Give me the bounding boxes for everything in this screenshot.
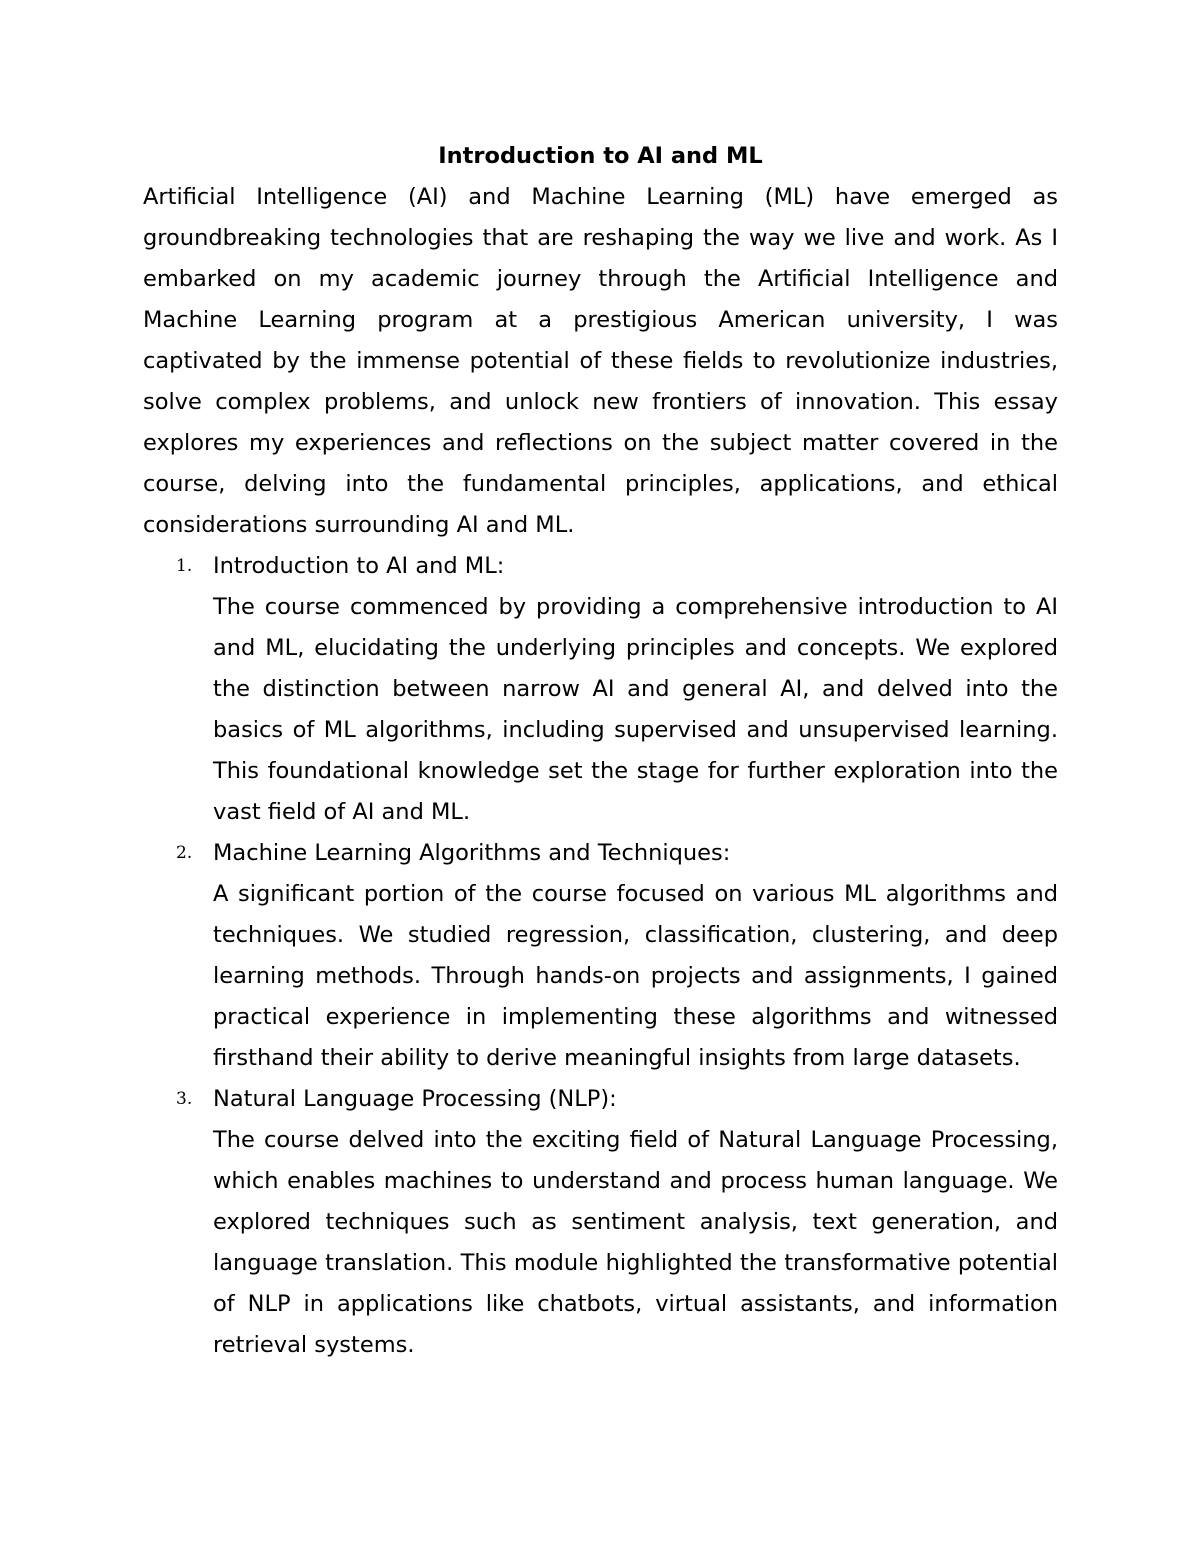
section-body: The course commenced by providing a comprehensive introduction to AI and ML, elucidating the underlying principles and concepts. We explored the distinction between narrow AI and general AI, and delved into the basics of ML algorithms, including supervised and unsupervised learning. This foundational knowledge set the stage for further exploration into the vast field of AI and ML. — [213, 594, 1058, 825]
numbered-list — [143, 546, 1058, 1366]
document-title: Introduction to AI and ML — [438, 143, 763, 169]
list-item-number: 1. — [176, 556, 193, 576]
section-heading: Natural Language Processing (NLP): — [213, 1086, 617, 1112]
section-heading: Introduction to AI and ML: — [213, 553, 505, 579]
section-heading: Machine Learning Algorithms and Techniques: — [213, 840, 731, 866]
intro-paragraph: Artificial Intelligence (AI) and Machine Learning (ML) have emerged as groundbreaking technologies that are reshaping the way we live and work. As I embarked on my academic journey through the Artificial Intelligence and Machine Learning program at a prestigious American university, I was captivated by the immense potential of these fields to revolutionize industries, solve complex problems, and unlock new frontiers of innovation. This essay explores my experiences and reflections on the subject matter covered in the course, delving into the fundamental principles, applications, and ethical considerations surrounding AI and ML. — [143, 184, 1058, 538]
list-item-number: 2. — [176, 843, 193, 863]
list-item — [143, 1079, 1058, 1366]
section-body: The course delved into the exciting field of Natural Language Processing, which enables machines to understand and process human language. We explored techniques such as sentiment analysis, text generation, and language translation. This module highlighted the transformative potential of NLP in applications like chatbots, virtual assistants, and information retrieval systems. — [213, 1127, 1058, 1358]
list-item — [143, 546, 1058, 833]
section-body: A significant portion of the course focused on various ML algorithms and techniques. We studied regression, classification, clustering, and deep learning methods. Through hands-on projects and assignments, I gained practical experience in implementing these algorithms and witnessed firsthand their ability to derive meaningful insights from large datasets. — [213, 881, 1058, 1071]
list-item — [143, 833, 1058, 1079]
document-content — [143, 136, 1058, 1366]
list-item-number: 3. — [176, 1089, 193, 1109]
